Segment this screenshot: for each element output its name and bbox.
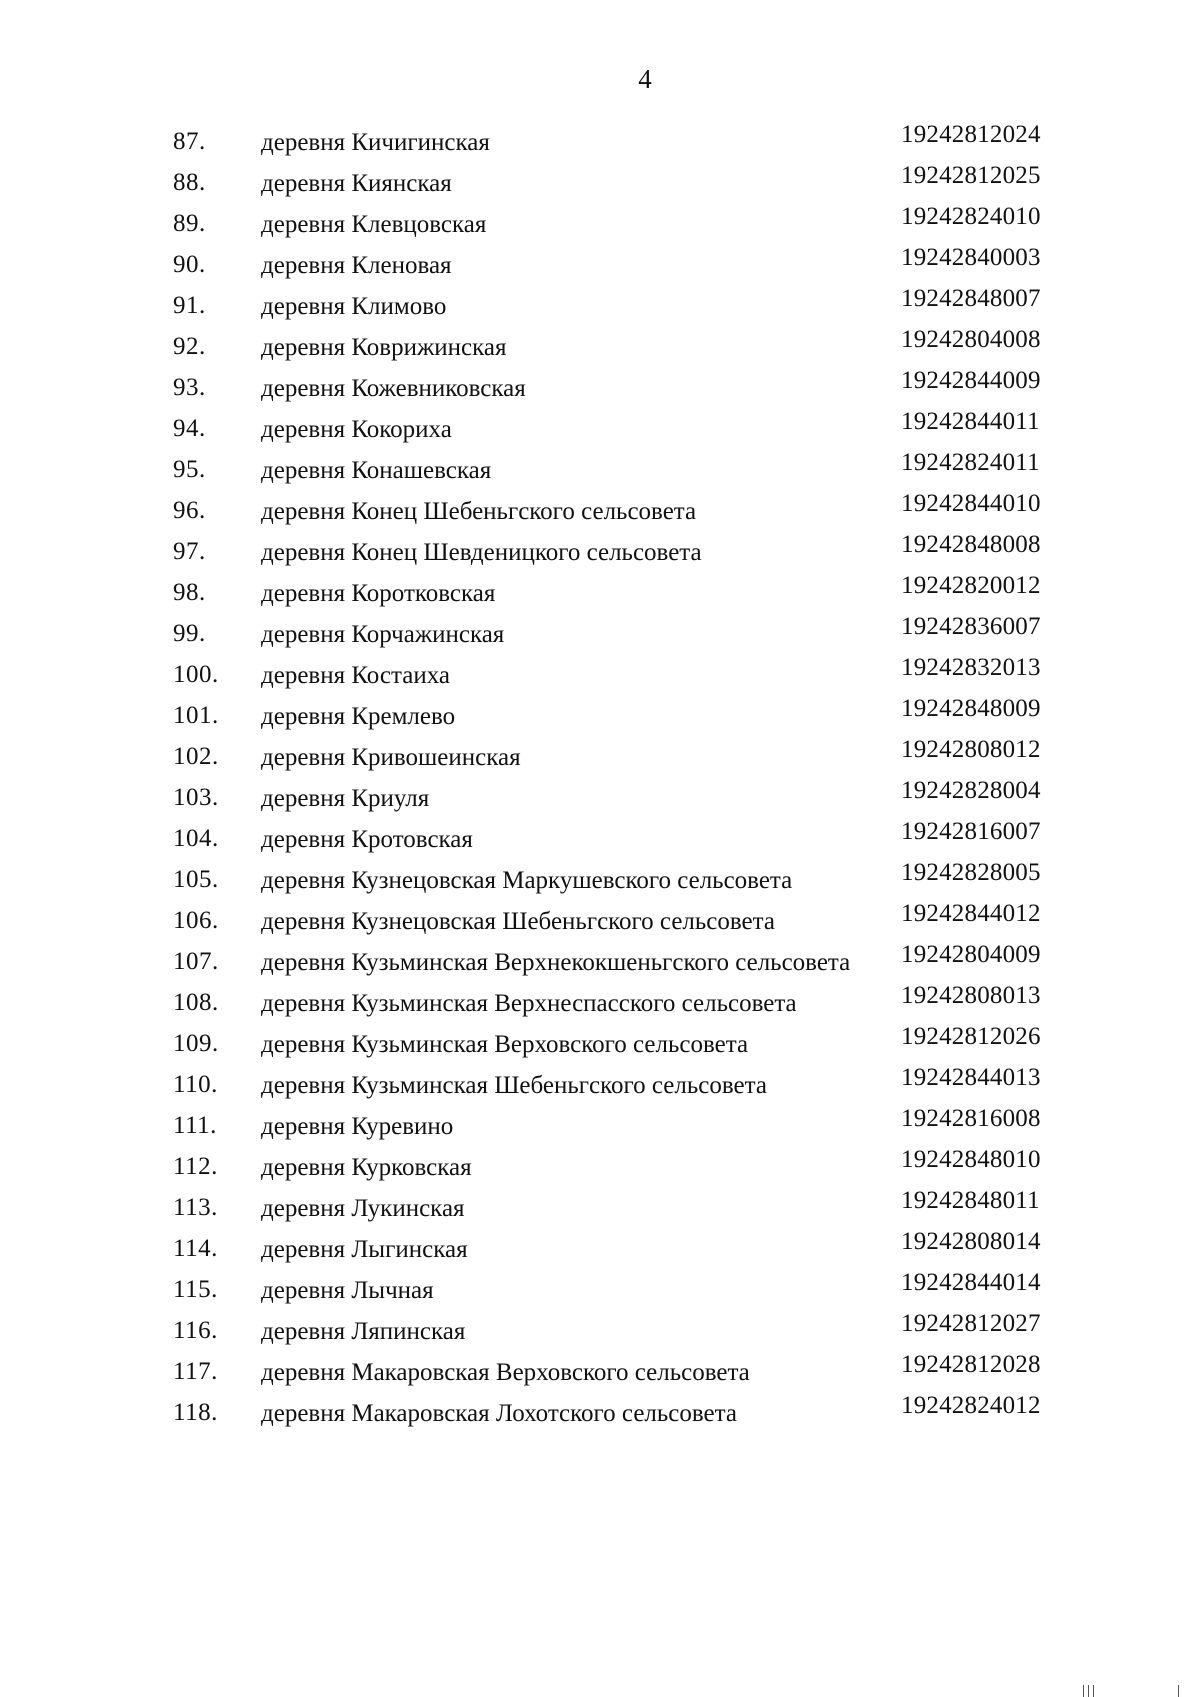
- oktmo-code: 19242812024: [901, 121, 1041, 148]
- row-number: 101.: [173, 702, 219, 729]
- row-number: 99.: [173, 620, 206, 647]
- oktmo-code: 19242844010: [901, 490, 1041, 517]
- row-number: 90.: [173, 251, 206, 278]
- table-row: [0, 777, 1200, 817]
- table-row: [0, 1187, 1200, 1227]
- settlement-name: деревня Куревино: [261, 1113, 454, 1140]
- oktmo-code: 19242848010: [901, 1146, 1041, 1173]
- table-row: [0, 1105, 1200, 1145]
- row-number: 108.: [173, 989, 219, 1016]
- row-number: 88.: [173, 169, 206, 196]
- oktmo-code: 19242812025: [901, 162, 1041, 189]
- settlement-list: [0, 121, 1200, 1432]
- oktmo-code: 19242812028: [901, 1351, 1041, 1378]
- table-row: [0, 572, 1200, 612]
- table-row: [0, 654, 1200, 694]
- table-row: [0, 1351, 1200, 1391]
- table-row: [0, 900, 1200, 940]
- oktmo-code: 19242804008: [901, 326, 1041, 353]
- settlement-name: деревня Макаровская Лохотского сельсовета: [261, 1400, 737, 1427]
- settlement-name: деревня Киянская: [261, 170, 452, 197]
- table-row: [0, 531, 1200, 571]
- oktmo-code: 19242808014: [901, 1228, 1041, 1255]
- oktmo-code: 19242812026: [901, 1023, 1041, 1050]
- row-number: 92.: [173, 333, 206, 360]
- row-number: 98.: [173, 579, 206, 606]
- table-row: [0, 941, 1200, 981]
- table-row: [0, 121, 1200, 161]
- table-row: [0, 244, 1200, 284]
- settlement-name: деревня Кузьминская Шебеньгского сельсовета: [261, 1072, 767, 1099]
- settlement-name: деревня Климово: [261, 293, 447, 320]
- oktmo-code: 19242816008: [901, 1105, 1041, 1132]
- table-row: [0, 1269, 1200, 1309]
- table-row: [0, 982, 1200, 1022]
- settlement-name: деревня Кузьминская Верховского сельсовета: [261, 1031, 749, 1058]
- table-row: [0, 613, 1200, 653]
- oktmo-code: 19242828004: [901, 777, 1041, 804]
- settlement-name: деревня Коврижинская: [261, 334, 507, 361]
- row-number: 94.: [173, 415, 206, 442]
- table-row: [0, 1392, 1200, 1432]
- oktmo-code: 19242808012: [901, 736, 1041, 763]
- settlement-name: деревня Кокориха: [261, 416, 452, 443]
- table-row: [0, 818, 1200, 858]
- row-number: 111.: [173, 1112, 217, 1139]
- row-number: 97.: [173, 538, 206, 565]
- table-row: [0, 490, 1200, 530]
- settlement-name: деревня Лукинская: [261, 1195, 465, 1222]
- table-row: [0, 449, 1200, 489]
- table-row: [0, 203, 1200, 243]
- row-number: 95.: [173, 456, 206, 483]
- settlement-name: деревня Кузьминская Верхнекокшеньгского сельсовета: [261, 949, 851, 976]
- table-row: [0, 736, 1200, 776]
- settlement-name: деревня Клевцовская: [261, 211, 487, 238]
- oktmo-code: 19242824011: [901, 449, 1040, 476]
- settlement-name: деревня Кремлево: [261, 703, 456, 730]
- settlement-name: деревня Лыгинская: [261, 1236, 468, 1263]
- page-number: 4: [638, 64, 652, 94]
- oktmo-code: 19242804009: [901, 941, 1041, 968]
- row-number: 96.: [173, 497, 206, 524]
- scan-artifact: [1088, 1685, 1089, 1697]
- settlement-name: деревня Криуля: [261, 785, 430, 812]
- table-row: [0, 326, 1200, 366]
- oktmo-code: 19242844012: [901, 900, 1041, 927]
- oktmo-code: 19242848007: [901, 285, 1041, 312]
- oktmo-code: 19242820012: [901, 572, 1041, 599]
- row-number: 114.: [173, 1235, 218, 1262]
- row-number: 89.: [173, 210, 206, 237]
- row-number: 103.: [173, 784, 219, 811]
- settlement-name: деревня Кротовская: [261, 826, 473, 853]
- settlement-name: деревня Коротковская: [261, 580, 496, 607]
- settlement-name: деревня Кузьминская Верхнеспасского сельсовета: [261, 990, 797, 1017]
- settlement-name: деревня Кленовая: [261, 252, 452, 279]
- settlement-name: деревня Конашевская: [261, 457, 492, 484]
- row-number: 112.: [173, 1153, 218, 1180]
- settlement-name: деревня Макаровская Верховского сельсовета: [261, 1359, 750, 1386]
- oktmo-code: 19242812027: [901, 1310, 1041, 1337]
- settlement-name: деревня Кузнецовская Шебеньгского сельсовета: [261, 908, 775, 935]
- settlement-name: деревня Конец Шевденицкого сельсовета: [261, 539, 702, 566]
- row-number: 110.: [173, 1071, 218, 1098]
- row-number: 93.: [173, 374, 206, 401]
- oktmo-code: 19242808013: [901, 982, 1041, 1009]
- settlement-name: деревня Конец Шебеньгского сельсовета: [261, 498, 697, 525]
- row-number: 106.: [173, 907, 219, 934]
- scan-artifact: [1093, 1685, 1094, 1697]
- table-row: [0, 1228, 1200, 1268]
- settlement-name: деревня Кривошеинская: [261, 744, 521, 771]
- oktmo-code: 19242836007: [901, 613, 1041, 640]
- oktmo-code: 19242844014: [901, 1269, 1041, 1296]
- table-row: [0, 859, 1200, 899]
- row-number: 87.: [173, 128, 206, 155]
- table-row: [0, 1146, 1200, 1186]
- oktmo-code: 19242844011: [901, 408, 1040, 435]
- oktmo-code: 19242844009: [901, 367, 1041, 394]
- scan-artifact: [1178, 1685, 1179, 1697]
- table-row: [0, 367, 1200, 407]
- oktmo-code: 19242824010: [901, 203, 1041, 230]
- settlement-name: деревня Костаиха: [261, 662, 450, 689]
- oktmo-code: 19242844013: [901, 1064, 1041, 1091]
- scan-artifact: [1083, 1685, 1084, 1697]
- row-number: 113.: [173, 1194, 218, 1221]
- table-row: [0, 1310, 1200, 1350]
- row-number: 105.: [173, 866, 219, 893]
- row-number: 104.: [173, 825, 219, 852]
- oktmo-code: 19242848011: [901, 1187, 1040, 1214]
- oktmo-code: 19242848008: [901, 531, 1041, 558]
- oktmo-code: 19242816007: [901, 818, 1041, 845]
- settlement-name: деревня Курковская: [261, 1154, 472, 1181]
- table-row: [0, 408, 1200, 448]
- settlement-name: деревня Корчажинская: [261, 621, 505, 648]
- settlement-name: деревня Кичигинская: [261, 129, 490, 156]
- settlement-name: деревня Ляпинская: [261, 1318, 466, 1345]
- settlement-name: деревня Кожевниковская: [261, 375, 526, 402]
- row-number: 91.: [173, 292, 206, 319]
- table-row: [0, 695, 1200, 735]
- oktmo-code: 19242840003: [901, 244, 1041, 271]
- row-number: 118.: [173, 1399, 218, 1426]
- oktmo-code: 19242832013: [901, 654, 1041, 681]
- row-number: 102.: [173, 743, 219, 770]
- row-number: 116.: [173, 1317, 218, 1344]
- row-number: 117.: [173, 1358, 218, 1385]
- settlement-name: деревня Кузнецовская Маркушевского сельсовета: [261, 867, 793, 894]
- row-number: 107.: [173, 948, 219, 975]
- table-row: [0, 285, 1200, 325]
- settlement-name: деревня Лычная: [261, 1277, 434, 1304]
- row-number: 115.: [173, 1276, 218, 1303]
- oktmo-code: 19242848009: [901, 695, 1041, 722]
- row-number: 100.: [173, 661, 219, 688]
- oktmo-code: 19242824012: [901, 1392, 1041, 1419]
- table-row: [0, 162, 1200, 202]
- table-row: [0, 1064, 1200, 1104]
- row-number: 109.: [173, 1030, 219, 1057]
- table-row: [0, 1023, 1200, 1063]
- oktmo-code: 19242828005: [901, 859, 1041, 886]
